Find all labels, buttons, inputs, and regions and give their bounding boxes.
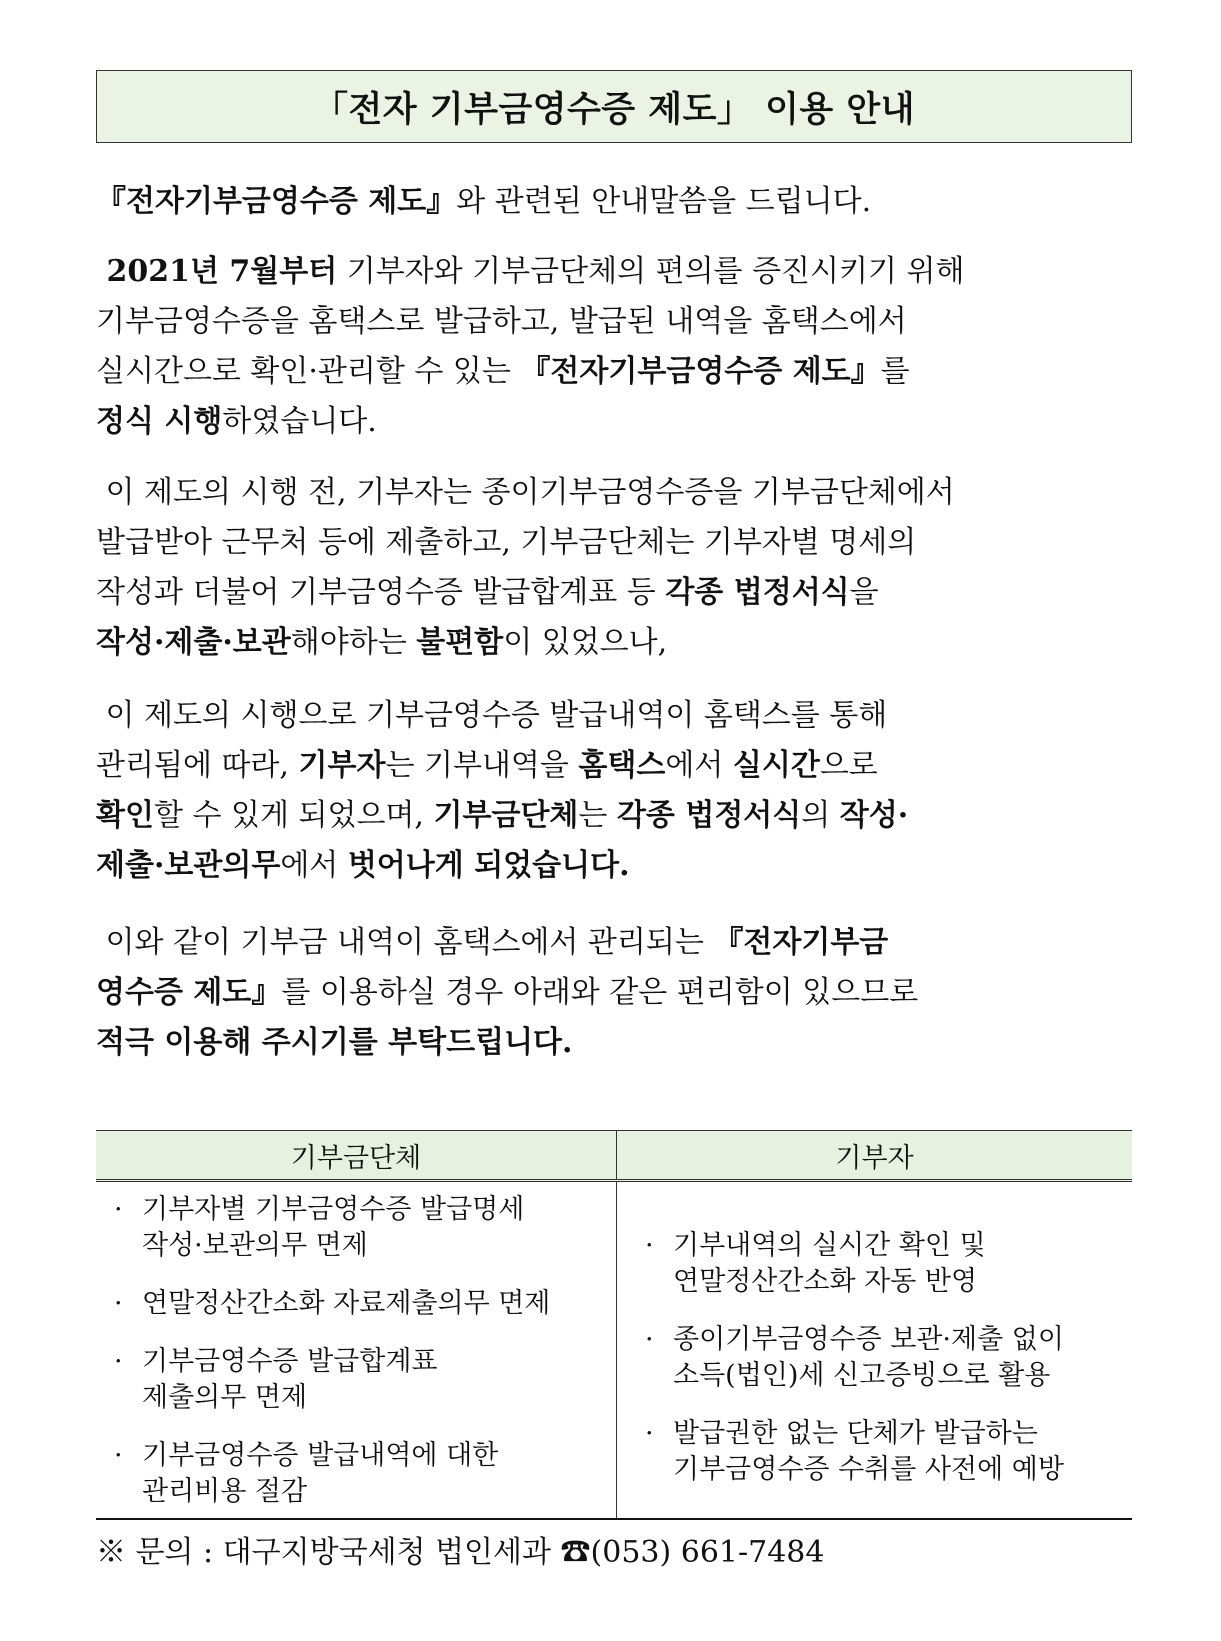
para1-line1 (96, 253, 1100, 291)
header-org: 기부금단체 (96, 1131, 617, 1181)
para1-enforce-bold: 정식 시행 (96, 404, 223, 439)
para4-line2 (96, 974, 1100, 1012)
item-text: 연말정산간소화 자료제출의무 면제 (142, 1288, 551, 1319)
para1-text: 실시간으로 확인·관리할 수 있는 (96, 354, 521, 389)
item-text: 소득(법인)세 신고증빙으로 활용 (673, 1360, 1051, 1391)
item-text: 작성·보관의무 면제 (142, 1230, 368, 1261)
bullet: · (114, 1288, 123, 1319)
para1-text: 를 (880, 354, 910, 389)
item-text: 기부내역의 실시간 확인 및 (673, 1230, 986, 1261)
para1-system-bold: 『전자기부금영수증 제도』 (520, 354, 881, 389)
para4-bold: 영수증 제도』 (96, 975, 282, 1010)
para4-line1 (96, 924, 1100, 962)
para3-text: 에서 (280, 848, 348, 883)
bullet: · (114, 1194, 123, 1225)
para3-text: 할 수 있게 되었으며, (153, 798, 434, 833)
list-item (645, 1322, 1132, 1394)
contact-text: ※ 문의 : 대구지방국세청 법인세과 (96, 1535, 561, 1570)
item-text: 기부금영수증 발급합계표 (142, 1346, 438, 1377)
para3-text: 는 (578, 798, 617, 833)
item-text: 기부금영수증 발급내역에 대한 (142, 1440, 499, 1471)
para2-line3 (96, 574, 1100, 612)
header-donor: 기부자 (617, 1131, 1133, 1181)
bullet: · (114, 1346, 123, 1377)
para3-bold: 확인 (96, 798, 154, 833)
para1-line4 (96, 403, 1100, 441)
para3-bold: 제출·보관의무 (96, 848, 281, 883)
para3-line1 (96, 697, 1100, 735)
para2-text: 이 있었으나, (503, 625, 668, 660)
table-row (96, 1181, 1132, 1520)
page-title: 「전자 기부금영수증 제도」 이용 안내 (312, 89, 916, 130)
list-item (645, 1416, 1132, 1488)
para3-text: 는 기부내역을 (385, 748, 579, 783)
para3-line4 (96, 847, 1100, 885)
para4-request-bold: 적극 이용해 주시기를 부탁드립니다. (96, 1025, 573, 1060)
contact-line (96, 1527, 824, 1571)
para2-text: 작성과 더불어 기부금영수증 발급합계표 등 (96, 575, 666, 610)
para1-line3 (96, 353, 1100, 391)
para1-line2 (96, 303, 1100, 341)
para3-bold: 각종 법정서식 (616, 798, 802, 833)
para3-bold: 홈택스 (578, 748, 666, 783)
para1-text: 하였습니다. (222, 404, 377, 439)
para3-bold: 실시간 (732, 748, 820, 783)
para2-line4 (96, 624, 1100, 662)
para2-inconvenience-bold: 불편함 (416, 625, 504, 660)
list-item (114, 1438, 616, 1510)
para3-line3 (96, 797, 1100, 835)
para1-text: 기부자와 기부금단체의 편의를 증진시키기 위해 (337, 254, 965, 289)
para2-line1 (96, 474, 1100, 512)
para1-text: 기부금영수증을 홈택스로 발급하고, 발급된 내역을 홈택스에서 (96, 304, 907, 339)
list-item (114, 1286, 616, 1322)
para3-text: 관리됨에 따라, (96, 748, 299, 783)
para4-text: 를 이용하실 경우 아래와 같은 편리함이 있으므로 (281, 975, 919, 1010)
item-text: 제출의무 면제 (142, 1382, 308, 1413)
intro-line (96, 183, 1100, 221)
para2-text: 발급받아 근무처 등에 제출하고, 기부금단체는 기부자별 명세의 (96, 525, 917, 560)
item-text: 기부금영수증 수취를 사전에 예방 (673, 1454, 1064, 1485)
donor-benefits-cell (617, 1181, 1133, 1520)
item-text: 기부자별 기부금영수증 발급명세 (142, 1194, 525, 1225)
para1-date-bold: 2021년 7월부터 (96, 254, 338, 289)
para2-text: 이 제도의 시행 전, 기부자는 종이기부금영수증을 기부금단체에서 (96, 475, 955, 510)
item-text: 발급권한 없는 단체가 발급하는 (673, 1418, 1038, 1449)
bullet: · (645, 1418, 654, 1449)
bullet: · (114, 1440, 123, 1471)
intro-text: 와 관련된 안내말씀을 드립니다. (456, 184, 872, 219)
org-benefits-cell (96, 1181, 617, 1520)
list-item (114, 1344, 616, 1416)
para4-text: 이와 같이 기부금 내역이 홈택스에서 관리되는 (96, 925, 714, 960)
list-item (114, 1192, 616, 1264)
item-text: 관리비용 절감 (142, 1476, 308, 1507)
para2-line2 (96, 524, 1100, 562)
para3-bold: 벗어나게 되었습니다. (347, 848, 630, 883)
phone-icon: ☎ (560, 1535, 591, 1570)
para4-line3 (96, 1024, 1100, 1062)
title-box (96, 70, 1132, 143)
para2-duties-bold: 작성·제출·보관 (96, 625, 291, 660)
item-text: 연말정산간소화 자동 반영 (673, 1266, 978, 1297)
para2-text: 해야하는 (290, 625, 417, 660)
list-item (645, 1228, 1132, 1300)
para3-text: 에서 (665, 748, 733, 783)
para3-bold: 기부금단체 (433, 798, 579, 833)
para3-bold: 기부자 (298, 748, 386, 783)
bullet: · (645, 1324, 654, 1355)
para3-text: 으로 (819, 748, 878, 783)
bullet: · (645, 1230, 654, 1261)
para2-forms-bold: 각종 법정서식 (665, 575, 850, 610)
intro-bold: 『전자기부금영수증 제도』 (96, 184, 457, 219)
para3-text: 이 제도의 시행으로 기부금영수증 발급내역이 홈택스를 통해 (96, 698, 888, 733)
table-header-row (96, 1131, 1132, 1181)
item-text: 종이기부금영수증 보관·제출 없이 (673, 1324, 1064, 1355)
para3-line2 (96, 747, 1100, 785)
benefits-table (96, 1130, 1132, 1520)
para4-bold: 『전자기부금 (713, 925, 889, 960)
para3-bold: 작성· (839, 798, 909, 833)
para2-text: 을 (849, 575, 879, 610)
para3-text: 의 (801, 798, 840, 833)
contact-phone: (053) 661-7484 (590, 1535, 825, 1570)
